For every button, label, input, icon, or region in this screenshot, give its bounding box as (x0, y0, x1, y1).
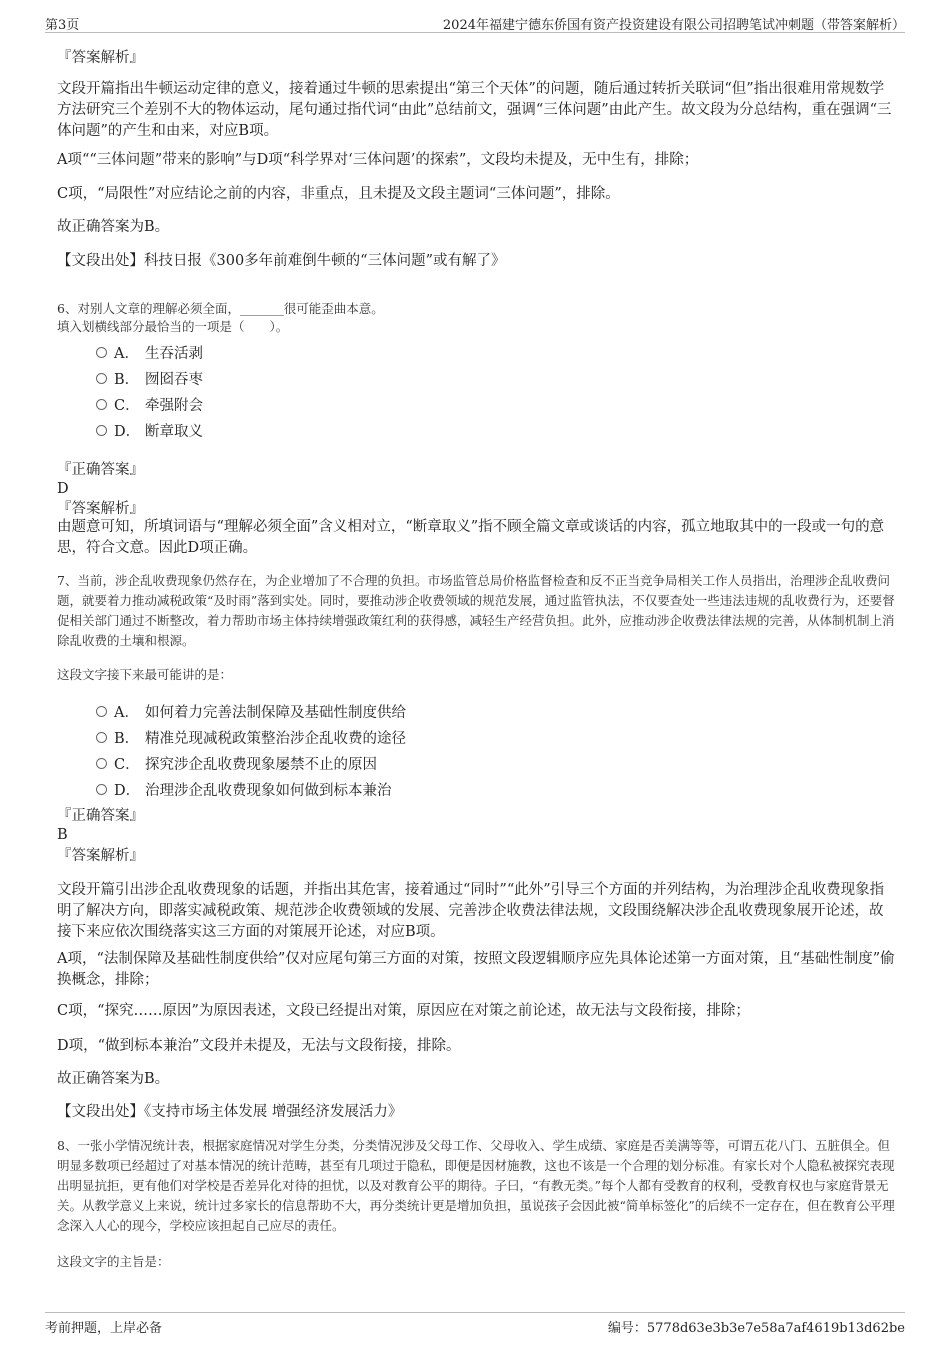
page-number: 第3页 (45, 18, 80, 33)
q5-analysis-p4: 故正确答案为B。 (57, 219, 170, 235)
q5-analysis-p1: 文段开篇指出牛顿运动定律的意义，接着通过牛顿的思索提出“第三个天体”的问题，随后通过转折关联词“但”指出很难用常规数学方法研究三个差别不大的物体运动，尾句通过指代词“由此”总结前文，强调“三体问题”由此产生。故文段为分总结构，重在强调“三体问题”的产生和由来，对应B项。 (57, 81, 892, 139)
q5-source: 【文段出处】科技日报《300多年前难倒牛顿的“三体问题”或有解了》 (57, 253, 506, 269)
q6-answer: D (57, 481, 69, 497)
q7-answer: B (57, 827, 68, 843)
q8-question: 这段文字的主旨是： (57, 1254, 170, 1269)
q7-analysis-p2: A项，“法制保障及基础性制度供给”仅对应尾句第三方面的对策，按照文段逻辑顺序应先具体论述第一方面对策，且“基础性制度”偷换概念，排除； (57, 951, 895, 988)
q6-answer-label: 『正确答案』 (57, 462, 144, 478)
radio-icon[interactable] (96, 347, 107, 358)
q6-prompt: 填入划横线部分最恰当的一项是（ ）。 (57, 319, 289, 334)
q7-analysis-p4: D项，“做到标本兼治”文段并未提及，无法与文段衔接，排除。 (57, 1038, 461, 1054)
q7-analysis-p1: 文段开篇引出涉企乱收费现象的话题，并指出其危害，接着通过“同时”“此外”引导三个方面的并列结构，为治理涉企乱收费现象指明了解决方向，即落实减税政策、规范涉企收费领域的发展、完善涉企收费法律法规，文段围绕解决涉企乱收费现象展开论述，故接下来应依次围绕落实这三方面的对策展开论述，对应B项。 (57, 882, 885, 940)
radio-icon[interactable] (96, 784, 107, 795)
q7-question: 这段文字接下来最可能讲的是： (57, 667, 233, 682)
q6-analysis-label: 『答案解析』 (57, 501, 144, 517)
q5-analysis-label: 『答案解析』 (57, 50, 144, 66)
radio-icon[interactable] (96, 732, 107, 743)
q6-stem: 6、对别人文章的理解必须全面，_______很可能歪曲本意。 (57, 301, 384, 316)
page-footer (45, 1312, 905, 1335)
radio-icon[interactable] (96, 399, 107, 410)
footer-slogan: 考前押题，上岸必备 (45, 1321, 163, 1336)
q8-stem: 8、一张小学情况统计表，根据家庭情况对学生分类，分类情况涉及父母工作、父母收入、学生成绩、家庭是否美满等等，可谓五花八门、五脏俱全。但明显多数项已经超过了对基本情况的统计范畴，甚至有几项过于隐私，即便是因材施教，这也不该是一个合理的划分标准。有家长对个人隐私被探究表现出明显抗拒，更有他们对学校是否差异化对待的担忧，以及对教育公平的期待。子曰，“有教无类。”每个人都有受教育的权利，受教育权也与家庭背景无关。从教学意义上来说，统计过多家长的信息帮助不大，再分类统计更是增加负担，虽说孩子会因此被“简单标签化”的后续不一定存在，但在教育公平理念深入人心的现今，学校应该担起自己应尽的责任。 (57, 1138, 895, 1233)
q7-analysis-p3: C项，“探究……原因”为原因表述，文段已经提出对策，原因应在对策之前论述，故无法与文段衔接，排除； (57, 1003, 750, 1019)
radio-icon[interactable] (96, 706, 107, 717)
page-header (45, 12, 905, 33)
q7-analysis-label: 『答案解析』 (57, 848, 144, 864)
radio-icon[interactable] (96, 425, 107, 436)
q6-analysis: 由题意可知，所填词语与“理解必须全面”含义相对立，“断章取义”指不顾全篇文章或谈话的内容，孤立地取其中的一段或一句的意思，符合文意。因此D项正确。 (57, 519, 885, 556)
q5-analysis-p2: A项““三体问题”带来的影响”与D项“科学界对‘三体问题’的探索”，文段均未提及，无中生有，排除； (57, 152, 699, 168)
q7-source: 【文段出处】《支持市场主体发展 增强经济发展活力》 (57, 1104, 403, 1120)
q7-analysis-p5: 故正确答案为B。 (57, 1071, 170, 1087)
document-id: 编号：5778d63e3b3e7e58a7af4619b13d62be (607, 1321, 905, 1336)
document-title: 2024年福建宁德东侨国有资产投资建设有限公司招聘笔试冲刺题（带答案解析） (442, 18, 905, 33)
radio-icon[interactable] (96, 758, 107, 769)
radio-icon[interactable] (96, 373, 107, 384)
q7-stem: 7、当前，涉企乱收费现象仍然存在，为企业增加了不合理的负担。市场监管总局价格监督检查和反不正当竞争局相关工作人员指出，治理涉企乱收费问题，就要着力推动减税政策“及时雨”落到实处。同时，要推动涉企收费领域的规范发展，通过监管执法，不仅要查处一些违法违规的乱收费行为，还要督促相关部门通过不断整改，着力帮助市场主体持续增强政策红利的获得感，减轻生产经营负担。此外，应推动涉企收费法律法规的完善，从体制机制上消除乱收费的土壤和根源。 (57, 573, 895, 648)
q7-answer-label: 『正确答案』 (57, 808, 144, 824)
q5-analysis-p3: C项，“局限性”对应结论之前的内容，非重点，且未提及文段主题词“三体问题”，排除。 (57, 186, 620, 202)
